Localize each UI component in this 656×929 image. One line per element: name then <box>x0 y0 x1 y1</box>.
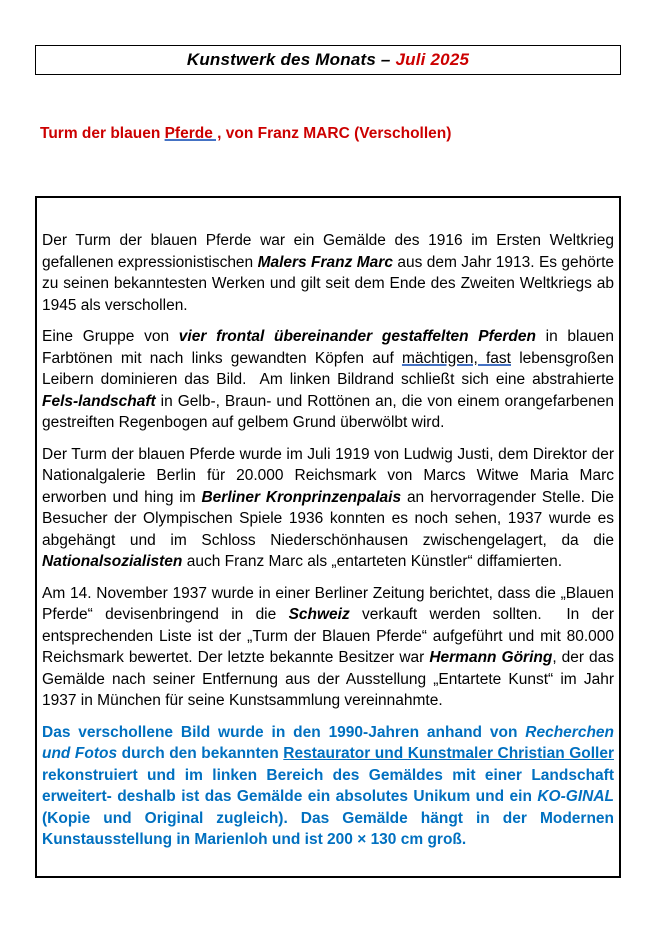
text-run: Der Turm der blauen Pferde wurde im Juli 1919 von Ludwig Justi, dem Direktor der Nationalgalerie Berlin für 20.000 Reichsmark von Marcs Witwe Maria Marc erworben und hing im <box>42 445 614 506</box>
text-run: Berliner Kronprinzenpalais <box>201 488 402 506</box>
text-run: aus dem Jahr 1913. Es gehörte zu seinen bekanntesten Werken und gilt seit dem Ende des Zweiten Weltkriegs ab 1945 als verschollen. <box>42 253 614 314</box>
text-run: in blauen Farbtönen mit nach links gewandten Köpfen auf <box>42 328 614 367</box>
paragraph <box>42 583 614 712</box>
text-run: Hermann Göring <box>429 649 553 666</box>
text-run: Eine Gruppe von <box>42 328 179 345</box>
text-run: Recherchen und Fotos <box>42 723 614 762</box>
artwork-heading <box>40 125 451 143</box>
text-run: durch den bekannten <box>117 745 284 762</box>
page-title <box>187 50 469 70</box>
artwork-heading-text <box>40 125 451 142</box>
text-run: Das verschollene Bild wurde in den 1990-Jahren anhand von <box>42 723 526 741</box>
text-run: mächtigen, fast <box>401 349 511 367</box>
text-run: an hervorragender Stelle. Die Besucher der Olympischen Spiele 1936 konnten es noch sehen, 1937 wurde es abgehängt und im Schloss Niederschönhausen zwischengelagert, da die <box>42 488 614 549</box>
text-run: Schweiz <box>288 606 350 623</box>
title-box <box>35 45 621 75</box>
text-run: Der Turm der blauen Pferde war ein Gemälde des 1916 im Ersten Weltkrieg gefallenen expressionistischen <box>42 232 614 271</box>
text-run: (Kopie und Original zugleich). Das Gemälde hängt in der Modernen Kunstausstellung in Marienloh und ist 200 × 130 cm groß. <box>42 809 614 848</box>
text-run: Juli 2025 <box>395 50 470 69</box>
text-run: Fels-landschaft <box>42 392 156 410</box>
text-run: Nationalsozialisten <box>42 553 183 570</box>
paragraph <box>42 722 614 851</box>
text-run: rekonstruiert und im linken Bereich des Gemäldes mit einer Landschaft erweitert- deshalb ist das Gemälde ein absolutes Unikum und ein <box>42 766 614 805</box>
article-body-box <box>35 196 621 878</box>
paragraph <box>42 230 614 316</box>
text-run: in Gelb-, Braun- und Rottönen an, die von einem orangefarbenen gestreiften Regenbogen auf gelbem Grund überwölbt wird. <box>42 392 614 431</box>
text-run: , der das Gemälde nach seiner Entfernung aus der Ausstellung „Entartete Kunst“ im Jahr 1937 in München für seine Kunstsammlung vereinnahmte. <box>42 649 615 709</box>
text-run: lebensgroßen Leibern dominieren das Bild. Am linken Bildrand schließt sich eine abstrahierte <box>42 349 615 388</box>
text-run: Malers Franz Marc <box>257 253 393 271</box>
text-run: von Franz MARC (Verschollen) <box>221 125 452 142</box>
text-run: auch Franz Marc als „entarteten Künstler“ diffamierten. <box>182 553 563 570</box>
paragraph <box>42 444 614 573</box>
text-run: Am 14. November 1937 wurde in einer Berliner Zeitung berichtet, dass die „Blauen Pferde“ devisenbringend in die <box>42 584 614 623</box>
text-run: vier frontal übereinander gestaffelten Pferden <box>178 328 536 345</box>
text-run: KO-GINAL <box>537 788 614 805</box>
text-run: Kunstwerk des Monats – <box>186 50 396 69</box>
text-run: Turm der blauen <box>40 125 165 142</box>
paragraph <box>42 326 614 434</box>
text-run: Restaurator und Kunstmaler Christian Goller <box>283 745 614 762</box>
text-run: verkauft werden sollten. In der entsprechenden Liste ist der „Turm der Blauen Pferde“ aufgeführt und mit 80.000 Reichsmark bewertet. Der letzte bekannte Besitzer war <box>42 606 614 666</box>
text-run: Pferde , <box>164 125 222 142</box>
